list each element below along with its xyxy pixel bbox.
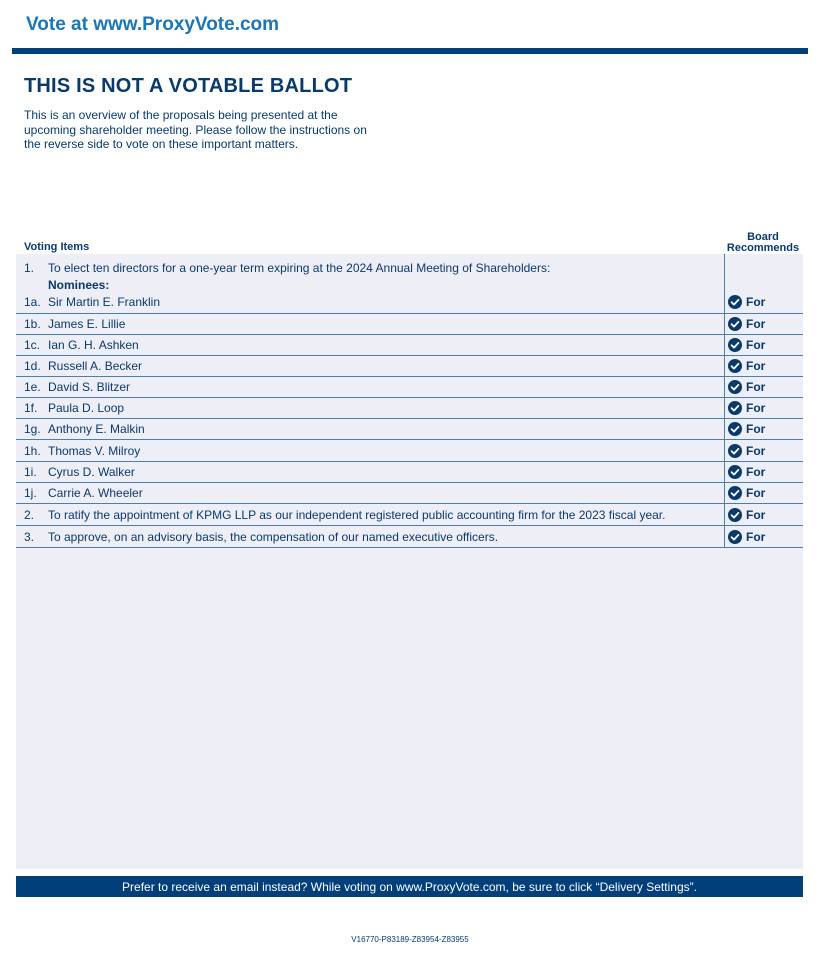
table-row — [16, 377, 803, 398]
recommendation-label: For — [746, 401, 766, 415]
proposal-text: To approve, on an advisory basis, the compensation of our named executive officers. — [48, 530, 499, 544]
nominee-name: David S. Blitzer — [48, 380, 131, 394]
item-label: 1g. — [24, 422, 41, 436]
board-recommendation — [728, 295, 765, 309]
recommendation-label: For — [746, 338, 766, 352]
item-label: 3. — [24, 530, 35, 544]
checkmark-circle-icon — [728, 486, 742, 500]
item-label: 1a. — [24, 295, 41, 309]
nominee-name: Russell A. Becker — [48, 359, 143, 373]
not-votable-ballot-title: THIS IS NOT A VOTABLE BALLOT — [24, 75, 353, 97]
board-header-line: Board — [747, 231, 779, 243]
table-row — [16, 419, 803, 440]
item-label: 1i. — [24, 465, 37, 479]
proposal-number: 1. — [24, 261, 35, 275]
nominee-name: Cyrus D. Walker — [48, 465, 135, 479]
nominee-name: James E. Lillie — [48, 317, 126, 331]
nominee-name: Sir Martin E. Franklin — [48, 295, 161, 309]
board-recommendation — [728, 317, 765, 331]
banner-text: Prefer to receive an email instead? While voting on www.ProxyVote.com, be sure to click “Delivery Settings”. — [122, 879, 697, 894]
nominee-name: Thomas V. Milroy — [48, 444, 141, 458]
item-label: 1c. — [24, 338, 41, 352]
board-recommendation — [728, 359, 765, 373]
recommendation-label: For — [746, 380, 766, 394]
table-row — [16, 335, 803, 356]
proposal-text: To ratify the appointment of KPMG LLP as our independent registered public accounting firm for the 2023 fiscal year. — [48, 508, 666, 522]
checkmark-circle-icon — [728, 317, 742, 331]
checkmark-circle-icon — [728, 444, 742, 458]
recommendation-label: For — [746, 530, 766, 544]
item-label: 1h. — [24, 444, 41, 458]
item-label: 1j. — [24, 486, 37, 500]
voting-items-header: Voting Items — [24, 241, 90, 253]
table-row — [16, 314, 803, 335]
table-row — [16, 504, 803, 526]
checkmark-circle-icon — [728, 530, 742, 544]
checkmark-circle-icon — [728, 422, 742, 436]
recommendation-label: For — [746, 465, 766, 479]
board-recommendation — [728, 338, 765, 352]
nominees-label: Nominees: — [48, 278, 110, 292]
checkmark-circle-icon — [728, 380, 742, 394]
recommendation-label: For — [746, 486, 766, 500]
board-recommendation — [728, 380, 765, 394]
board-recommendation — [728, 465, 765, 479]
table-row — [16, 356, 803, 377]
recommendation-label: For — [746, 295, 766, 309]
recommendation-label: For — [746, 508, 766, 522]
item-label: 2. — [24, 508, 35, 522]
intro-line: upcoming shareholder meeting. Please follow the instructions on — [24, 122, 367, 137]
board-recommendation — [728, 444, 765, 458]
table-row — [16, 462, 803, 483]
checkmark-circle-icon — [728, 359, 742, 373]
item-label: 1f. — [24, 401, 38, 415]
intro-line: This is an overview of the proposals being presented at the — [24, 108, 338, 122]
checkmark-circle-icon — [728, 338, 742, 352]
board-recommendation — [728, 508, 765, 522]
proxyvote-url-heading: Vote at www.ProxyVote.com — [26, 14, 280, 35]
board-recommendation — [728, 486, 765, 500]
item-label: 1d. — [24, 359, 41, 373]
nominee-name: Ian G. H. Ashken — [48, 338, 139, 352]
nominee-name: Carrie A. Wheeler — [48, 486, 143, 500]
table-row — [16, 440, 803, 462]
board-header-line: Recommends — [726, 242, 800, 254]
recommendation-label: For — [746, 444, 766, 458]
checkmark-circle-icon — [728, 295, 742, 309]
table-row — [16, 483, 803, 504]
proposal-1-row — [16, 254, 803, 314]
table-row — [16, 398, 803, 419]
board-recommendation — [728, 401, 765, 415]
recommendation-label: For — [746, 359, 766, 373]
item-label: 1b. — [24, 317, 41, 331]
document-control-code: V16770-P83189-Z83954-Z83955 — [351, 935, 469, 944]
recommendation-label: For — [746, 317, 766, 331]
recommendation-label: For — [746, 422, 766, 436]
checkmark-circle-icon — [728, 508, 742, 522]
checkmark-circle-icon — [728, 465, 742, 479]
intro-paragraph — [24, 108, 404, 152]
delivery-settings-banner — [16, 876, 803, 897]
nominee-name: Paula D. Loop — [48, 401, 125, 415]
nominee-name: Anthony E. Malkin — [48, 422, 145, 436]
column-divider — [724, 254, 725, 547]
board-recommends-header — [723, 232, 803, 254]
board-recommendation — [728, 422, 765, 436]
item-label: 1e. — [24, 380, 41, 394]
board-recommendation — [728, 530, 765, 544]
intro-line: the reverse side to vote on these important matters. — [24, 137, 299, 151]
table-row — [16, 526, 803, 548]
proposal-text: To elect ten directors for a one-year term expiring at the 2024 Annual Meeting of Shareholders: — [48, 261, 551, 275]
checkmark-circle-icon — [728, 401, 742, 415]
header-rule — [12, 48, 808, 54]
